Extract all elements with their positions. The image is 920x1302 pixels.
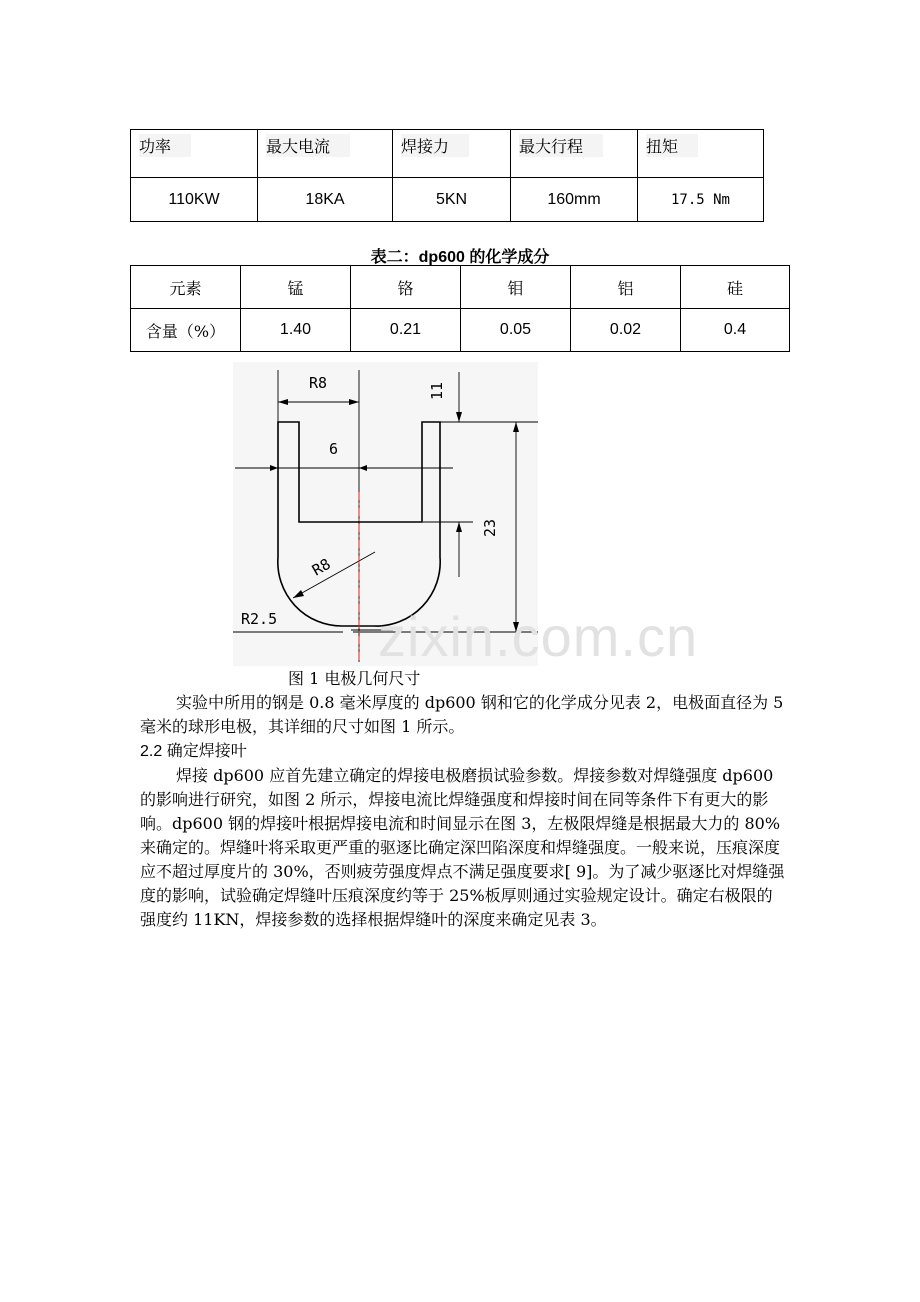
table-row <box>131 309 790 352</box>
table-cell: 0.05 <box>461 309 571 352</box>
table2-caption: 表二：dp600 的化学成分 <box>370 249 550 266</box>
composition-table <box>130 265 790 352</box>
paragraph <box>140 764 785 932</box>
figure-caption: 图 1 电极几何尺寸 <box>288 669 421 688</box>
table-cell: 110KW <box>131 178 258 222</box>
table-header-cell: 功率 <box>131 130 258 178</box>
table-header-cell: 铬 <box>351 266 461 309</box>
table-cell: 0.4 <box>681 309 790 352</box>
table-cell: 0.21 <box>351 309 461 352</box>
dim-label-r8-mid: R8 <box>309 554 334 580</box>
equipment-table <box>130 129 764 222</box>
table-cell: 含量（%） <box>131 309 241 352</box>
dim-label-6: 6 <box>329 440 339 458</box>
table-row <box>131 130 764 178</box>
paragraph-text: 焊接 dp600 应首先建立确定的焊接电极磨损试验参数。焊接参数对焊缝强度 dp600 的影响进行研究，如图 2 所示，焊接电流比焊缝强度和焊接时间在同等条件下有更大的影响。dp600 钢的焊接叶根据焊接电流和时间显示在图 3，左极限焊缝是根据最大力的 80%来确定的。焊缝叶将采取更严重的驱逐比确定深凹陷深度和焊缝强度。一般来说，压痕深度应不超过厚度片的 30%，否则疲劳强度焊点不满足强度要求[ 9]。为了减少驱逐比对焊缝强度的影响，试验确定焊缝叶压痕深度约等于 25%板厚则通过实验规定设计。确定右极限的强度约 11KN，焊接参数的选择根据焊缝叶的深度来确定见表 3。 <box>140 766 785 929</box>
dim-label-11: 11 <box>428 381 446 400</box>
table-cell: 5KN <box>393 178 511 222</box>
table-row <box>131 266 790 309</box>
table-header-cell: 最大电流 <box>258 130 393 178</box>
table-cell: 17.5 Nm <box>638 178 764 222</box>
table-cell: 18KA <box>258 178 393 222</box>
section-heading: 2.2 确定焊接叶 <box>140 743 247 760</box>
dim-label-r25: R2.5 <box>241 610 278 628</box>
dim-label-r8-top: R8 <box>309 374 328 392</box>
paragraph <box>140 691 785 739</box>
table-header-cell: 钼 <box>461 266 571 309</box>
table-header-cell: 最大行程 <box>511 130 638 178</box>
table-cell: 160mm <box>511 178 638 222</box>
table-header-cell: 焊接力 <box>393 130 511 178</box>
table-header-cell: 元素 <box>131 266 241 309</box>
table-row <box>131 178 764 222</box>
table-cell: 0.02 <box>571 309 681 352</box>
table-cell: 1.40 <box>241 309 351 352</box>
table-header-cell: 硅 <box>681 266 790 309</box>
table-header-cell: 铝 <box>571 266 681 309</box>
dim-label-23: 23 <box>481 518 499 537</box>
paragraph-text: 实验中所用的钢是 0.8 毫米厚度的 dp600 钢和它的化学成分见表 2，电极面直径为 5 毫米的球形电极，其详细的尺寸如图 1 所示。 <box>140 693 784 736</box>
table-header-cell: 扭矩 <box>638 130 764 178</box>
watermark: zixin.com.cn <box>378 605 699 668</box>
table-header-cell: 锰 <box>241 266 351 309</box>
